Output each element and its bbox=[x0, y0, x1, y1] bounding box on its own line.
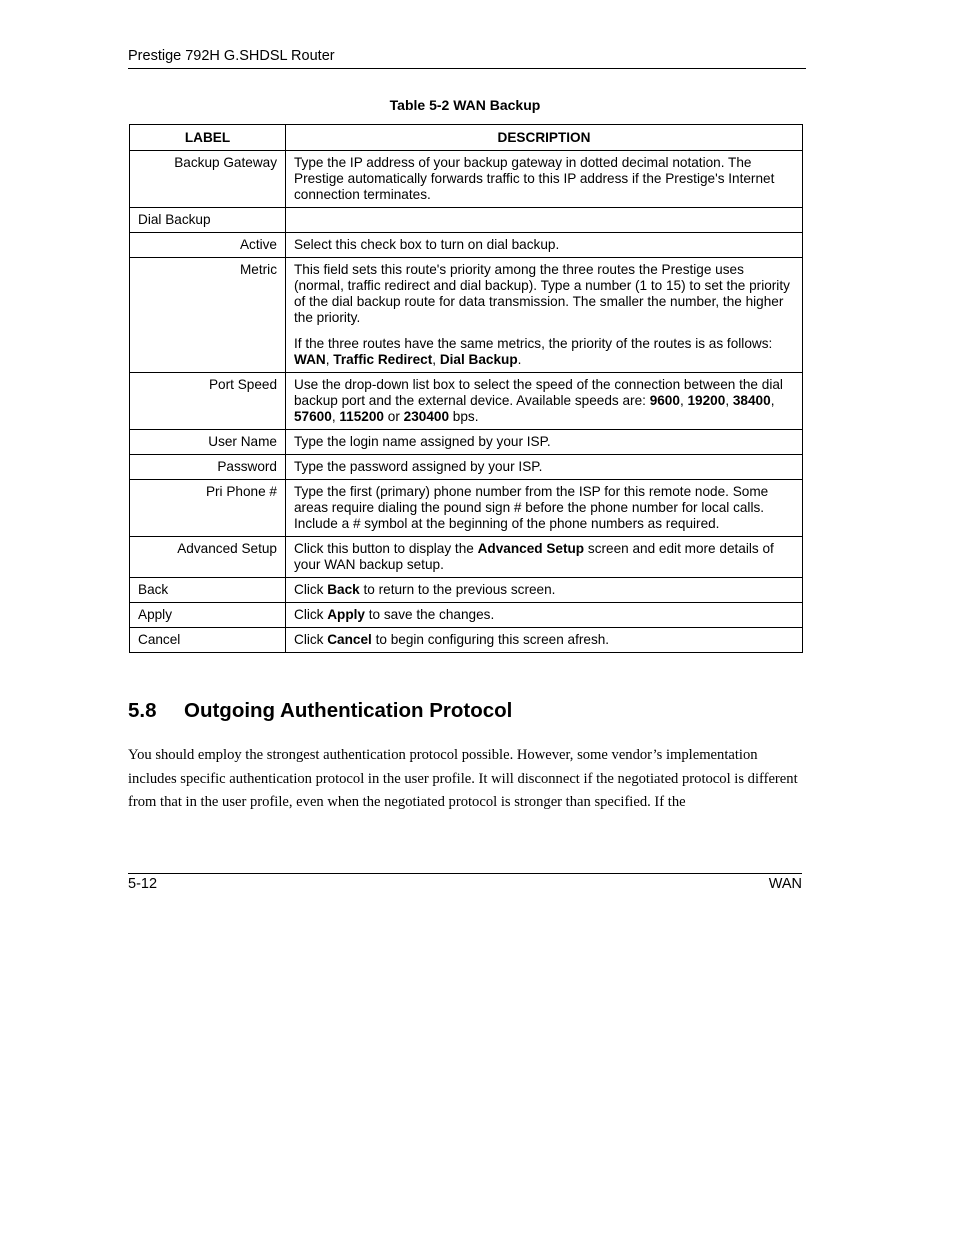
description-text: or bbox=[384, 409, 404, 424]
description-emphasis: 38400 bbox=[732, 393, 771, 408]
description-paragraph bbox=[294, 632, 794, 648]
description-text: Click bbox=[294, 582, 328, 597]
table-row bbox=[130, 628, 803, 653]
description-emphasis: WAN bbox=[294, 352, 326, 367]
column-header-label: LABEL bbox=[130, 125, 286, 151]
column-header-description: DESCRIPTION bbox=[286, 125, 803, 151]
row-label: Active bbox=[130, 233, 286, 258]
description-text: Type the IP address of your backup gateway in dotted decimal notation. The Prestige automatically forwards traffic to this IP address if the Prestige's Internet connection terminates. bbox=[294, 155, 775, 202]
table-body bbox=[130, 151, 803, 653]
footer-section-name: WAN bbox=[768, 876, 802, 892]
row-label: User Name bbox=[130, 430, 286, 455]
table-row bbox=[130, 151, 803, 208]
description-text: , bbox=[325, 352, 334, 367]
wan-backup-table bbox=[129, 124, 803, 653]
table-header-row bbox=[130, 125, 803, 151]
row-description bbox=[286, 208, 803, 233]
description-text: Use the drop-down list box to select the speed of the connection between the dial backup port and the external device. Available speeds are: bbox=[294, 377, 783, 408]
table-row bbox=[130, 578, 803, 603]
table-row bbox=[130, 430, 803, 455]
description-paragraph bbox=[294, 582, 794, 598]
description-text: , bbox=[770, 393, 775, 408]
row-description bbox=[286, 480, 803, 537]
description-paragraph bbox=[294, 336, 794, 368]
description-text: , bbox=[331, 409, 340, 424]
table-row bbox=[130, 537, 803, 578]
row-label: Advanced Setup bbox=[130, 537, 286, 578]
description-emphasis: 19200 bbox=[687, 393, 726, 408]
row-description bbox=[286, 430, 803, 455]
running-header bbox=[128, 48, 806, 69]
description-text: bps. bbox=[449, 409, 479, 424]
description-paragraph bbox=[294, 434, 794, 450]
row-label: Apply bbox=[130, 603, 286, 628]
document-title: Prestige 792H G.SHDSL Router bbox=[128, 48, 335, 64]
description-text: Type the login name assigned by your ISP. bbox=[294, 434, 551, 449]
table-row bbox=[130, 208, 803, 233]
table-row bbox=[130, 455, 803, 480]
description-emphasis: Back bbox=[327, 582, 360, 597]
description-text: . bbox=[517, 352, 522, 367]
row-description bbox=[286, 151, 803, 208]
description-paragraph bbox=[294, 607, 794, 623]
description-text: Click bbox=[294, 632, 328, 647]
page-number: 5-12 bbox=[128, 876, 158, 892]
running-footer bbox=[128, 873, 802, 892]
row-description bbox=[286, 578, 803, 603]
row-description bbox=[286, 233, 803, 258]
description-paragraph bbox=[294, 484, 794, 532]
description-emphasis: Dial Backup bbox=[439, 352, 518, 367]
row-label: Metric bbox=[130, 258, 286, 373]
description-paragraph bbox=[294, 459, 794, 475]
description-emphasis: 230400 bbox=[403, 409, 450, 424]
table-caption: Table 5-2 WAN Backup bbox=[389, 97, 541, 113]
row-description bbox=[286, 628, 803, 653]
row-label: Back bbox=[130, 578, 286, 603]
row-label: Backup Gateway bbox=[130, 151, 286, 208]
row-label: Dial Backup bbox=[130, 208, 286, 233]
row-label: Port Speed bbox=[130, 373, 286, 430]
description-text: Type the first (primary) phone number from the ISP for this remote node. Some areas require dialing the pound sign # before the phone number for local calls. Include a # symbol at the beginning of the phone numbers as required. bbox=[294, 484, 769, 531]
description-paragraph bbox=[294, 377, 794, 425]
section-heading bbox=[128, 698, 512, 724]
description-text: , bbox=[679, 393, 688, 408]
row-description bbox=[286, 373, 803, 430]
description-text: screen and edit more details of your WAN backup setup. bbox=[294, 541, 774, 572]
table-row bbox=[130, 233, 803, 258]
section-body-paragraph: You should employ the strongest authentication protocol possible. However, some vendor’s implementation includes specific authentication protocol in the user profile. It will disconnect if the negotiated protocol is different from that in the user profile, even when the negotiated protocol is stronger than specified. If the bbox=[128, 747, 798, 810]
row-description bbox=[286, 258, 803, 373]
description-text: to begin configuring this screen afresh. bbox=[371, 632, 610, 647]
table-row bbox=[130, 603, 803, 628]
description-text: Click this button to display the bbox=[294, 541, 478, 556]
description-emphasis: Cancel bbox=[327, 632, 372, 647]
description-emphasis: 57600 bbox=[294, 409, 332, 424]
description-text: Click bbox=[294, 607, 328, 622]
table-row bbox=[130, 480, 803, 537]
row-description bbox=[286, 455, 803, 480]
description-emphasis: 115200 bbox=[339, 409, 384, 424]
row-label: Pri Phone # bbox=[130, 480, 286, 537]
description-text: Select this check box to turn on dial backup. bbox=[294, 237, 560, 252]
description-paragraph bbox=[294, 237, 794, 253]
description-text: , bbox=[725, 393, 733, 408]
description-emphasis: Advanced Setup bbox=[477, 541, 585, 556]
row-label: Cancel bbox=[130, 628, 286, 653]
description-paragraph bbox=[294, 262, 794, 326]
description-emphasis: Traffic Redirect bbox=[333, 352, 433, 367]
description-emphasis: Apply bbox=[327, 607, 365, 622]
description-text: Type the password assigned by your ISP. bbox=[294, 459, 543, 474]
row-description bbox=[286, 537, 803, 578]
description-emphasis: 9600 bbox=[649, 393, 680, 408]
section-title: Outgoing Authentication Protocol bbox=[184, 699, 513, 722]
row-description bbox=[286, 603, 803, 628]
description-text: to save the changes. bbox=[365, 607, 495, 622]
description-text: to return to the previous screen. bbox=[359, 582, 556, 597]
description-paragraph bbox=[294, 541, 794, 573]
description-paragraph bbox=[294, 155, 794, 203]
description-text: This field sets this route's priority among the three routes the Prestige uses (normal, traffic redirect and dial backup). Type a number (1 to 15) to set the priority of the dial backup route for data transmission. The smaller the number, the higher the priority. bbox=[294, 262, 790, 325]
section-number: 5.8 bbox=[128, 699, 157, 722]
table-row bbox=[130, 258, 803, 373]
description-text: If the three routes have the same metrics, the priority of the routes is as follows: bbox=[294, 336, 773, 351]
row-label: Password bbox=[130, 455, 286, 480]
table-row bbox=[130, 373, 803, 430]
description-text: , bbox=[432, 352, 440, 367]
